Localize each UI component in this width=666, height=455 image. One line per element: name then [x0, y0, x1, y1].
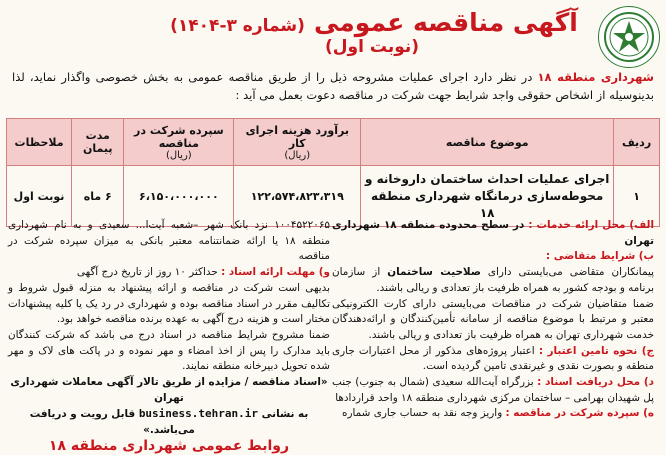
terms-paragraph: بدیهی است شرکت در مناقصه و ارائه پیشنهاد به منزله قبول شروط و تکالیف مقرر در اسناد مناقصه بوده و شهرداری در رد یک یا کلیه پیشنهادات مختار است و هزینه درج آگهی به عهده برنده مناقصه خواهد بود. [8, 281, 330, 326]
left-column [8, 218, 331, 454]
cell-duration: ۶ ماه [72, 166, 124, 227]
section-e [332, 406, 654, 422]
section-d-text: بزرگراه آیت‌الله سعیدی (شمال به جنوب) جنب پل شهیدان بهرامی – ساختمان مرکزی شهرداری منطقه ۱۸ واحد قراردادها [332, 376, 654, 404]
header-duration: مدت پیمان [72, 119, 124, 166]
documents-paragraph: ضمنا مشروح شرایط مناقصه در اسناد درج می باشد که شرکت کنندگان باید مدارک را پس از اخذ امضاء و مهر نموده و در پاکت های لاک و مهر شده تحویل دبیرخانه منطقه نمایند. [8, 328, 330, 373]
section-b-text3: ضمنا متقاضیان شرکت در مناقصات می‌بایستی دارای کارت الکترونیکی معتبر و مرتبط با موضوع مناقصه از سامانه تأمین‌کنندگان و ارائه‌دهندگان خدمت شهرداری تهران به همراه ظرفیت باز تعدادی و ریالی باشند. [332, 297, 654, 341]
cell-notes: نوبت اول [7, 166, 72, 227]
section-a-text: در سطح محدوده منطقه ۱۸ شهرداری تهران [332, 219, 654, 247]
section-c-title: ج) نحوه تامین اعتبار : [538, 344, 654, 357]
header-estimate [234, 119, 361, 166]
website-link[interactable]: business.tehran.ir [138, 407, 259, 421]
section-b-text1: پیمانکاران متقاضی می‌بایستی دارای [480, 266, 654, 279]
tender-table [6, 118, 660, 227]
section-f-text: حداکثر ۱۰ روز از تاریخ درج آگهی [76, 266, 222, 279]
deposit-details: ۱۰۰۴۵۲۲۰۶۵ نزد بانک شهر –شعبه آیت‌ا... سعیدی و به نام شهرداری منطقه ۱۸ یا ارائه ضمانتنامه معتبر بانکی به میزان سپرده شرکت در مناقصه [8, 219, 331, 263]
public-relations-signature: روابط عمومی شهرداری منطقه ۱۸ [48, 437, 290, 454]
section-a-title: الف) محل ارائه خدمات : [528, 219, 655, 231]
section-a [332, 218, 654, 249]
table-header-row [7, 119, 660, 166]
cell-row-number: ۱ [614, 166, 660, 227]
intro-text: در نظر دارد اجرای عملیات مشروحه ذیل را از طریق مناقصه عمومی به بخش خصوصی واگذار نماید، لذا بدینوسیله از اشخاص حقوقی واجد شرایط جهت شرکت در مناقصه دعوت بعمل می آید : [12, 70, 654, 102]
notice-number: (شماره ۳-۱۴۰۴) [170, 16, 305, 36]
notice-round: (نوبت اول) [324, 37, 420, 57]
section-b-text2: از سازمان برنامه و بودجه کشور به همراه ظرفیت باز تعدادی و ریالی باشند. [332, 266, 654, 294]
section-e-title: ه) سپرده شرکت در مناقصه : [505, 407, 654, 420]
section-e-text: واریز وجه نقد به حساب جاری شماره [342, 407, 506, 420]
header-deposit-label: سپرده شرکت در مناقصه [134, 123, 224, 150]
header-notes: ملاحظات [7, 119, 72, 166]
intro-paragraph [12, 68, 654, 104]
section-f-title: و) مهلت ارائه اسناد : [221, 266, 330, 279]
header [0, 0, 666, 70]
header-row-number: ردیف [614, 119, 660, 166]
cell-subject: اجرای عملیات احداث ساختمان داروخانه و محوطه‌سازی درمانگاه شهرداری منطقه ۱۸ [361, 166, 614, 227]
header-subject: موضوع مناقصه [361, 119, 614, 166]
section-f [8, 265, 330, 281]
notice-line-2-prefix: به نشانی [258, 408, 309, 421]
notice-line-1: «اسناد مناقصه / مزایده از طریق تالار آگهی معاملات شهرداری تهران [10, 376, 328, 404]
section-b-heading: ب) شرایط متقاضی : [545, 250, 654, 263]
section-b-text [332, 265, 654, 296]
notice-line-2 [8, 406, 330, 438]
section-d-title: د) محل دریافت اسناد : [537, 376, 654, 389]
header-estimate-unit: (ریال) [284, 149, 311, 161]
section-d [332, 375, 654, 406]
section-c-text: اعتبار پروژه‌های مذکور از محل اعتبارات جاری منطقه و بصورت نقدی و غیرنقدی تامین گردیده است. [332, 344, 654, 373]
section-c [332, 344, 654, 375]
section-b-bold: صلاحیت ساختمان [387, 266, 481, 279]
cell-deposit: ۶،۱۵۰،۰۰۰،۰۰۰ [124, 166, 234, 227]
notice-title: آگهی مناقصه عمومی [314, 8, 578, 37]
title-block [154, 8, 594, 57]
cell-estimate: ۱۲۲،۵۷۴،۸۲۳،۳۱۹ [234, 166, 361, 227]
header-estimate-label: برآورد هزینه اجرای کار [245, 123, 349, 150]
tehran-municipality-logo-icon [598, 6, 660, 68]
header-deposit [124, 119, 234, 166]
header-deposit-unit: (ریال) [165, 149, 192, 161]
notice-line-2-suffix: قابل رویت و دریافت می‌باشد.» [29, 408, 195, 437]
intro-highlight: شهرداری منطقه ۱۸ [537, 70, 654, 84]
section-b-title [332, 249, 654, 265]
right-column [332, 218, 654, 446]
